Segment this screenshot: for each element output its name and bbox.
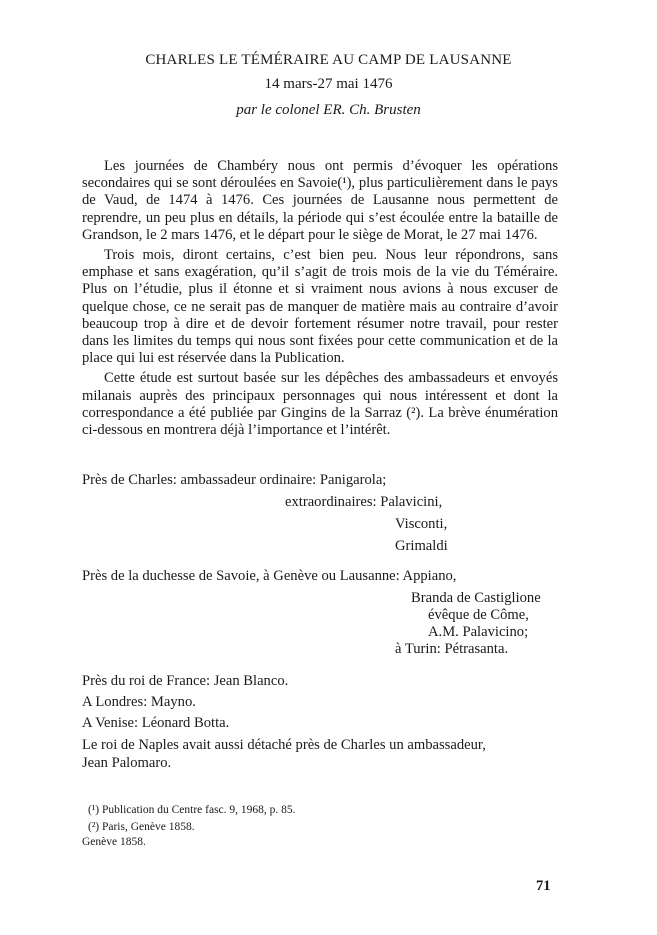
- ambassador-name-eveque: évêque de Côme,: [428, 607, 529, 623]
- ambassador-name-visconti: Visconti,: [395, 516, 448, 532]
- ambassador-france-line: Près du roi de France: Jean Blanco.: [82, 673, 289, 689]
- footnote-1: (¹) Publication du Centre fasc. 9, 1968, p. 85.: [88, 804, 296, 816]
- article-author: par le colonel ER. Ch. Brusten: [236, 102, 421, 118]
- paragraph-3: Cette étude est surtout basée sur les dépêches des ambassadeurs et envoyés milanais auprès des principaux personnages qui nous intéressent et dont la correspondance a été publiée par Gingins de la Sarraz (²). La brève énumération ci-dessous en montrera déjà l’importance et l’intérêt.: [82, 370, 558, 439]
- footnote-2: (²) Paris, Genève 1858.: [88, 821, 195, 833]
- article-title: CHARLES LE TÉMÉRAIRE AU CAMP DE LAUSANNE: [145, 52, 512, 68]
- body-text: [82, 158, 558, 442]
- ambassador-turin-line: à Turin: Pétrasanta.: [395, 641, 509, 657]
- page-number: 71: [536, 878, 551, 894]
- ambassador-duchesse-line: Près de la duchesse de Savoie, à Genève ou Lausanne: Appiano,: [82, 568, 457, 584]
- ambassador-londres-line: A Londres: Mayno.: [82, 694, 196, 710]
- ambassador-venise-line: A Venise: Léonard Botta.: [82, 715, 230, 731]
- ambassador-extraordinaires-label: extraordinaires: Palavicini,: [285, 494, 443, 510]
- ambassador-naples-line-2: Jean Palomaro.: [82, 755, 172, 771]
- footnote-3: Genève 1858.: [82, 836, 146, 848]
- paragraph-1: Les journées de Chambéry nous ont permis d’évoquer les opérations secondaires qui se sont déroulées en Savoie(¹), plus particulièrement dans le pays de Vaud, de 1474 à 1476. Ces journées de Lausanne nous permettent de reprendre, un peu plus en détails, la période qui s’est écoulée entre la bataille de Grandson, le 2 mars 1476, et le départ pour le siège de Morat, le 27 mai 1476.: [82, 158, 558, 243]
- article-dates: 14 mars-27 mai 1476: [264, 76, 393, 92]
- paragraph-2: Trois mois, diront certains, c’est bien peu. Nous leur répondrons, sans emphase et sans exagération, qu’il s’agit de trois mois de la vie du Téméraire. Plus on l’étudie, plus il étonne et si vraiment nous avions à nous excuser de quelque chose, ce ne serait pas de manquer de matière mais au contraire d’avoir beaucoup trop à dire et de devoir fortement résumer notre travail, pour rester dans les limites du temps qui nous sont fixées pour cette communication et de la place qui lui est réservée dans la Publication.: [82, 247, 558, 367]
- ambassador-name-grimaldi: Grimaldi: [395, 538, 448, 554]
- ambassador-charles-line: Près de Charles: ambassadeur ordinaire: Panigarola;: [82, 472, 387, 488]
- ambassador-name-am-palavicino: A.M. Palavicino;: [428, 624, 529, 640]
- ambassador-naples-line-1: Le roi de Naples avait aussi détaché près de Charles un ambassadeur,: [82, 737, 486, 753]
- ambassador-name-branda: Branda de Castiglione: [411, 590, 541, 606]
